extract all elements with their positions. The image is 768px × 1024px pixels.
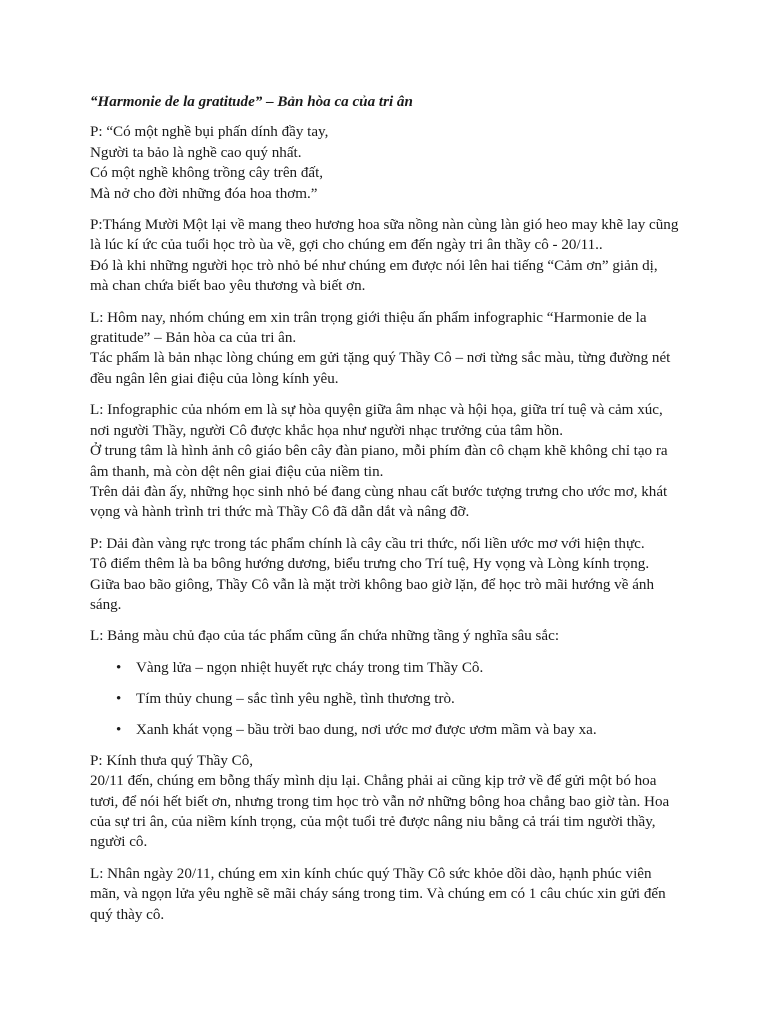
list-item-text: Vàng lửa – ngọn nhiệt huyết rực cháy trong tim Thầy Cô. (136, 659, 484, 676)
text-line: là lúc kí ức của tuổi học trò ùa về, gợi cho chúng em đến ngày tri ân thầy cô - 20/11.. (90, 237, 603, 254)
closing-paragraph (90, 864, 690, 925)
text-line: người cô. (90, 834, 148, 851)
text-line: P: Dải đàn vàng rực trong tác phẩm chính là cây cầu tri thức, nối liền ước mơ với hiện thực. (90, 535, 645, 552)
text-line: mãn, và ngọn lửa yêu nghề sẽ mãi cháy sáng trong tim. Và chúng em có 1 câu chúc xin gửi đến (90, 886, 666, 903)
text-line: âm thanh, mà còn dệt nên giai điệu của niềm tin. (90, 463, 384, 480)
color-meaning-list (90, 658, 690, 740)
body-paragraph (90, 626, 690, 646)
list-item (90, 658, 690, 678)
text-line: tươi, để nói hết biết ơn, nhưng trong tim học trò vẫn nở những bông hoa chẳng bao giờ tàn. Hoa (90, 793, 670, 810)
list-item-text: Tím thủy chung – sắc tình yêu nghề, tình thương trò. (136, 690, 455, 707)
text-line: Ở trung tâm là hình ảnh cô giáo bên cây đàn piano, mỗi phím đàn cô chạm khẽ không chỉ tạo ra (90, 443, 668, 460)
text-line: P: “Có một nghề bụi phấn dính đầy tay, (90, 124, 329, 141)
text-line: của sự tri ân, của niềm kính trọng, của một tuổi trẻ được nâng niu bằng cả trái tim người thầy, (90, 813, 656, 830)
text-line: gratitude” – Bản hòa ca của tri ân. (90, 330, 297, 347)
text-line: L: Hôm nay, nhóm chúng em xin trân trọng giới thiệu ấn phẩm infographic “Harmonie de la (90, 309, 647, 326)
text-line: mà chan chứa biết bao yêu thương và biết ơn. (90, 278, 366, 295)
text-line: đều ngân lên giai điệu của lòng kính yêu. (90, 370, 339, 387)
bullet-icon: • (116, 721, 122, 738)
text-line: L: Nhân ngày 20/11, chúng em xin kính chúc quý Thầy Cô sức khỏe dồi dào, hạnh phúc viên (90, 865, 652, 882)
text-line: L: Infographic của nhóm em là sự hòa quyện giữa âm nhạc và hội họa, giữa trí tuệ và cảm xúc, (90, 402, 663, 419)
bullet-icon: • (116, 690, 122, 707)
text-line: sáng. (90, 596, 122, 613)
body-paragraph (90, 400, 690, 522)
text-line: P:Tháng Mười Một lại về mang theo hương hoa sữa nồng nàn cùng làn gió heo may khẽ lay cũng (90, 217, 679, 234)
list-item (90, 720, 690, 740)
text-line: Mà nở cho đời những đóa hoa thơm.” (90, 185, 318, 202)
text-line: Người ta bảo là nghề cao quý nhất. (90, 144, 302, 161)
body-paragraph (90, 308, 690, 390)
body-paragraphs (90, 122, 690, 646)
body-paragraph (90, 215, 690, 297)
list-item (90, 689, 690, 709)
text-line: Đó là khi những người học trò nhỏ bé như chúng em được nói lên hai tiếng “Cảm ơn” giản dị, (90, 257, 658, 274)
body-paragraph (90, 122, 690, 204)
text-line: Tác phẩm là bản nhạc lòng chúng em gửi tặng quý Thầy Cô – nơi từng sắc màu, từng đường nét (90, 350, 671, 367)
text-line: vọng và hành trình tri thức mà Thầy Cô đã dẫn dắt và nâng đỡ. (90, 504, 470, 521)
text-line: Có một nghề không trồng cây trên đất, (90, 165, 324, 182)
text-line: 20/11 đến, chúng em bỗng thấy mình dịu lại. Chẳng phải ai cũng kịp trở về để gửi một bó hoa (90, 773, 657, 790)
text-line: nơi người Thầy, người Cô được khắc họa như người nhạc trưởng của tâm hồn. (90, 422, 563, 439)
text-line: Tô điểm thêm là ba bông hướng dương, biểu trưng cho Trí tuệ, Hy vọng và Lòng kính trọng. (90, 556, 650, 573)
text-line: Trên dải đàn ấy, những học sinh nhỏ bé đang cùng nhau cất bước tượng trưng cho ước mơ, khát (90, 483, 668, 500)
closing-paragraphs (90, 751, 690, 925)
body-paragraph (90, 534, 690, 616)
closing-paragraph (90, 751, 690, 853)
bullet-icon: • (116, 659, 122, 676)
text-line: L: Bảng màu chủ đạo của tác phẩm cũng ẩn chứa những tầng ý nghĩa sâu sắc: (90, 628, 560, 645)
text-line: P: Kính thưa quý Thầy Cô, (90, 752, 254, 769)
text-line: Giữa bao bão giông, Thầy Cô vẫn là mặt trời không bao giờ lặn, để học trò mãi hướng về ánh (90, 576, 654, 593)
list-item-text: Xanh khát vọng – bầu trời bao dung, nơi ước mơ được ươm mầm và bay xa. (136, 721, 597, 738)
document-page (90, 92, 690, 936)
document-title: “Harmonie de la gratitude” – Bản hòa ca của tri ân (90, 94, 413, 110)
text-line: quý thày cô. (90, 906, 165, 923)
